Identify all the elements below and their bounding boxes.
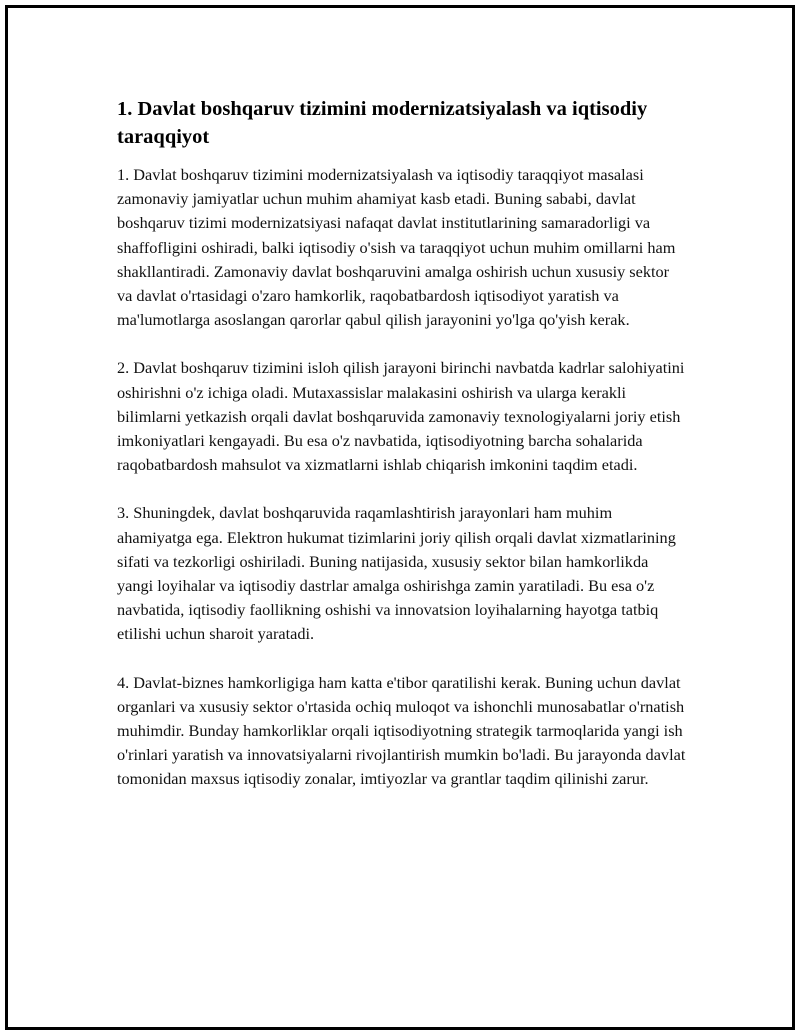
paragraph-2: 2. Davlat boshqaruv tizimini isloh qilish jarayoni birinchi navbatda kadrlar salohiyatini oshirishni o'z ichiga oladi. Mutaxassislar malakasini oshirish va ularga kerakli bilimlarni yetkazish orqali davlat boshqaruvida zamonaviy texnologiyalarni joriy etish imkoniyatlari kengayadi. Bu esa o'z navbatida, iqtisodiyotning barcha sohalarida raqobatbardosh mahsulot va xizmatlarni ishlab chiqarish imkonini taqdim etadi.: [117, 358, 685, 475]
paragraph-3: 3. Shuningdek, davlat boshqaruvida raqamlashtirish jarayonlari ham muhim ahamiyatga ega. Elektron hukumat tizimlarini joriy qilish orqali davlat xizmatlarining sifati va tezkorligi oshiriladi. Buning natijasida, xususiy sektor bilan hamkorlikda yangi loyihalar va iqtisodiy dastrlar amalga oshirishga zamin yaratiladi. Bu esa o'z navbatida, iqtisodiy faollikning oshishi va innovatsion loyihalarning hayotga tatbiq etilishi uchun sharoit yaratadi.: [117, 503, 676, 644]
paragraph-1: 1. Davlat boshqaruv tizimini modernizatsiyalash va iqtisodiy taraqqiyot masalasi zamonaviy jamiyatlar uchun muhim ahamiyat kasb etadi. Buning sababi, davlat boshqaruv tizimi modernizatsiyasi nafaqat davlat institutlarining samaradorligi va shaffofligini oshiradi, balki iqtisodiy o'sish va taraqqiyot uchun muhim omillarni ham shakllantiradi. Zamonaviy davlat boshqaruvini amalga oshirish uchun xususiy sektor va davlat o'rtasidagi o'zaro hamkorlik, raqobatbardosh iqtisodiyot yaratish va ma'lumotlarga asoslangan qarorlar qabul qilish jarayonini yo'lga qo'yish kerak.: [117, 165, 676, 330]
page-title: 1. Davlat boshqaruv tizimini modernizatsiyalash va iqtisodiy taraqqiyot: [117, 98, 648, 148]
document-body: [117, 95, 687, 816]
paragraph-4: 4. Davlat-biznes hamkorligiga ham katta e'tibor qaratilishi kerak. Buning uchun davlat organlari va xususiy sektor o'rtasida ochiq muloqot va ishonchli munosabatlar o'rnatish muhimdir. Bunday hamkorliklar orqali iqtisodiyotning strategik tarmoqlarida yangi ish o'rinlari yaratish va innovatsiyalarni rivojlantirish mumkin bo'ladi. Bu jarayonda davlat tomonidan maxsus iqtisodiy zonalar, imtiyozlar va grantlar taqdim qilinishi zarur.: [117, 672, 686, 789]
